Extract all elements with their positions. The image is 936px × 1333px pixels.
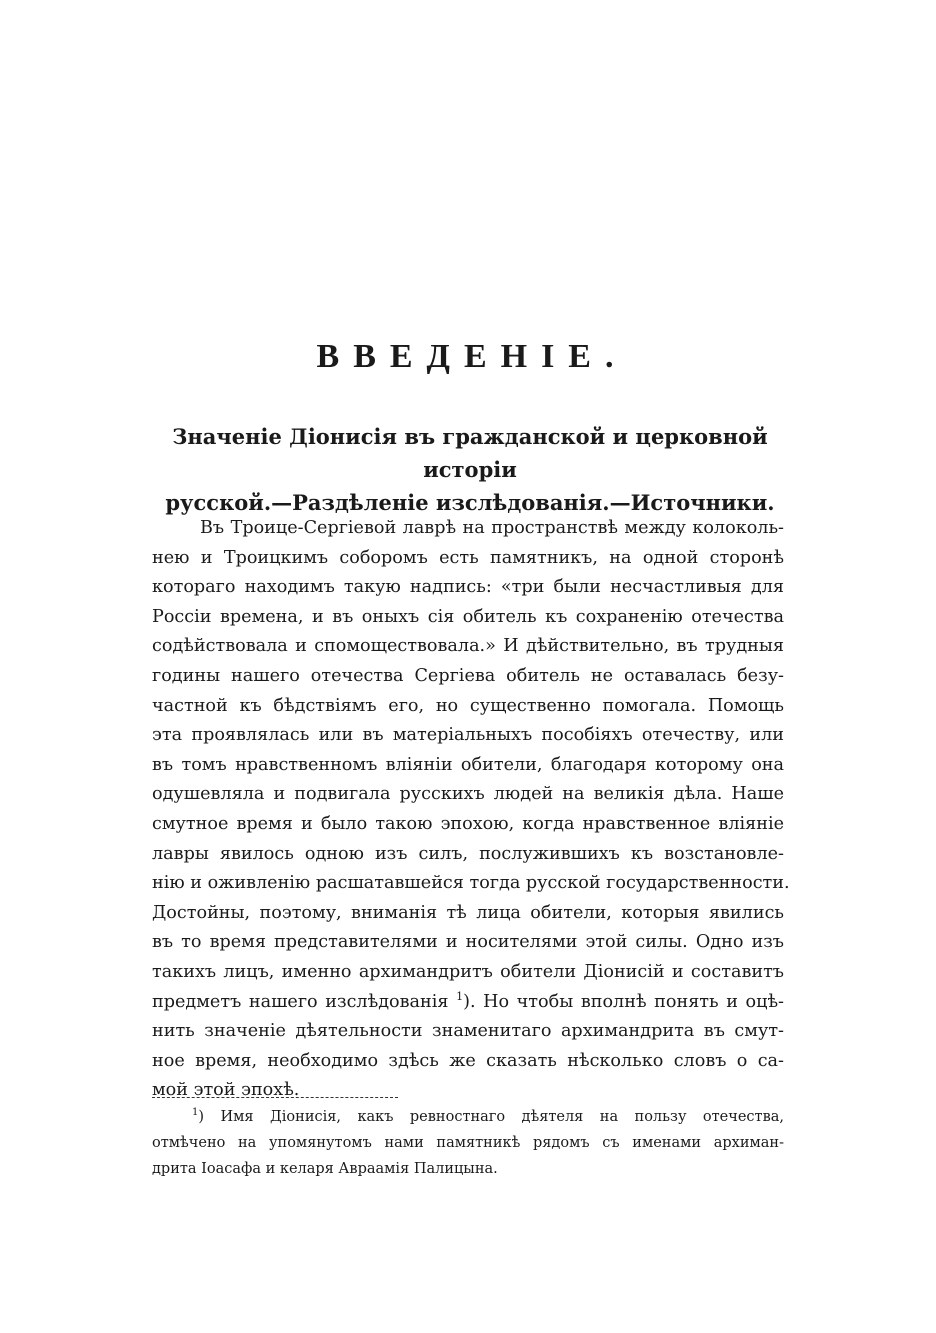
text-line: Достойны, поэтому, вниманія тѣ лица обители, которыя явились: [152, 902, 784, 923]
text-line: эта проявлялась или въ матеріальныхъ пособіяхъ отечеству, или: [152, 725, 784, 746]
chapter-subtitle: [150, 420, 790, 519]
text-line: въ то время представителями и носителями этой силы. Одно изъ: [152, 932, 784, 953]
text-line: въ томъ нравственномъ вліяніи обители, благодаря которому она: [152, 754, 784, 775]
footnote-line: дрита Іоасафа и келаря Авраамія Палицына.: [152, 1161, 498, 1177]
footnote-line: отмѣчено на упомянутомъ нами памятникѣ рядомъ съ именами архиман-: [152, 1135, 784, 1151]
body-paragraph: [152, 514, 790, 1106]
text-line: нію и оживленію расшатавшейся тогда русской государственности.: [152, 873, 790, 894]
text-line-with-footnote-ref: [152, 988, 784, 1018]
text-line: Россіи времена, и въ оныхъ сія обитель къ сохраненію отечества: [152, 606, 784, 627]
text-line: смутное время и было такою эпохою, когда нравственное вліяніе: [152, 813, 784, 834]
text-line: лавры явилось одною изъ силъ, послужившихъ къ возстановле-: [152, 843, 784, 864]
footnote-divider: [152, 1097, 398, 1098]
text-line: ное время, необходимо здѣсь же сказать нѣсколько словъ о са-: [152, 1050, 784, 1071]
footnote-line: $^1$) Имя Діонисія, какъ ревностнаго дѣятеля на пользу отечества,: [192, 1107, 784, 1125]
text-fragment: ). Но чтобы вполнѣ понять и оцѣ-: [463, 991, 784, 1012]
text-line: Въ Троице-Сергіевой лаврѣ на пространствѣ между колоколь-: [200, 518, 784, 538]
text-line: нить значеніе дѣятельности знаменитаго архимандрита въ смут-: [152, 1021, 784, 1042]
text-line: содѣйствовала и спомоществовала.» И дѣйствительно, въ трудныя: [152, 636, 784, 657]
text-line: котораго находимъ такую надпись: «три были несчастливыя для: [152, 577, 784, 598]
subtitle-line: Значеніе Діонисія въ гражданской и церковной исторіи: [172, 424, 768, 482]
text-line: мой этой эпохѣ.: [152, 1080, 300, 1101]
footnote-reference[interactable]: 1: [456, 989, 464, 1003]
subtitle-line: русской.—Раздѣленіе изслѣдованія.—Источники.: [165, 490, 775, 515]
footnote-marker: 1: [192, 1107, 199, 1119]
text-line: нею и Троицкимъ соборомъ есть памятникъ, на одной сторонѣ: [152, 547, 784, 568]
text-line: такихъ лицъ, именно архимандритъ обители Діонисій и составитъ: [152, 961, 784, 982]
text-line: одушевляла и подвигала русскихъ людей на великія дѣла. Наше: [152, 784, 784, 805]
text-fragment: Имя Діонисія, какъ ревностнаго дѣятеля на пользу отечества,: [220, 1109, 784, 1125]
chapter-title: ВВЕДЕНІЕ.: [316, 338, 628, 375]
text-line: годины нашего отечества Сергіева обитель не оставалась безу-: [152, 665, 784, 686]
text-fragment: предметъ нашего изслѣдованія: [152, 991, 449, 1012]
text-line: частной къ бѣдствіямъ его, но существенно помогала. Помощь: [152, 695, 784, 716]
footnote: [152, 1104, 784, 1182]
